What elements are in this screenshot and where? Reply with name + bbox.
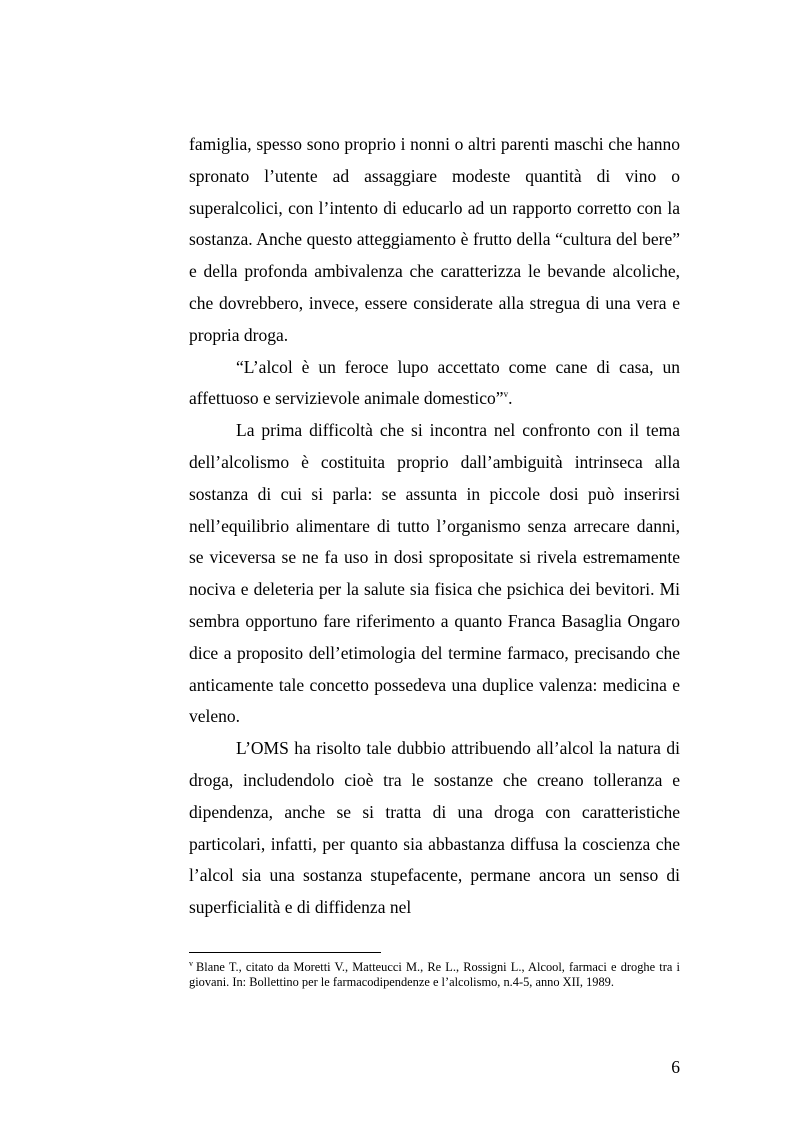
footnote-separator xyxy=(189,952,381,953)
paragraph-continuation xyxy=(189,129,680,352)
quote-text: “L’alcol è un feroce lupo accettato come cane di casa, un affettuoso e servizievole animale domestico” xyxy=(189,356,680,409)
footnote xyxy=(189,960,680,990)
paragraph-quote xyxy=(189,352,680,416)
quote-end-punctuation: . xyxy=(508,388,513,409)
page-number: 6 xyxy=(671,1057,680,1077)
paragraph-text: L’OMS ha risolto tale dubbio attribuendo all’alcol la natura di droga, includendolo cioè tra le sostanze che creano tolleranza e dipendenza, anche se si tratta di una droga con caratteristiche particolari, infatti, per quanto sia abbastanza diffusa la coscienza che l’alcol sia una sostanza stupefacente, permane ancora un senso di superficialità e di diffidenza nel xyxy=(189,738,680,918)
footnote-reference[interactable]: v xyxy=(503,389,509,400)
paragraph-ambiguity xyxy=(189,415,680,733)
body-text xyxy=(189,129,680,924)
paragraph-oms xyxy=(189,733,680,924)
footnote-marker: v xyxy=(189,958,193,968)
footnote-text: Blane T., citato da Moretti V., Matteucci M., Re L., Rossigni L., Alcool, farmaci e droghe tra i giovani. In: Bollettino per le farmacodipendenze e l’alcolismo, n.4-5, anno XII, 1989. xyxy=(189,960,680,989)
paragraph-text: La prima difficoltà che si incontra nel confronto con il tema dell’alcolismo è costituita proprio dall’ambiguità intrinseca alla sostanza di cui si parla: se assunta in piccole dosi può inserirsi nell’equilibrio alimentare di tutto l’organismo senza arrecare danni, se viceversa se ne fa uso in dosi spropositate si rivela estremamente nociva e deleteria per la salute sia fisica che psichica dei bevitori. Mi sembra opportuno fare riferimento a quanto Franca Basaglia Ongaro dice a proposito dell’etimologia del termine farmaco, precisando che anticamente tale concetto possedeva una duplice valenza: medicina e veleno. xyxy=(189,420,680,727)
paragraph-text: famiglia, spesso sono proprio i nonni o altri parenti maschi che hanno spronato l’utente ad assaggiare modeste quantità di vino o superalcolici, con l’intento di educarlo ad un rapporto corretto con la sostanza. Anche questo atteggiamento è frutto della “cultura del bere” e della profonda ambivalenza che caratterizza le bevande alcoliche, che dovrebbero, invece, essere considerate alla stregua di una vera e propria droga. xyxy=(189,134,680,345)
